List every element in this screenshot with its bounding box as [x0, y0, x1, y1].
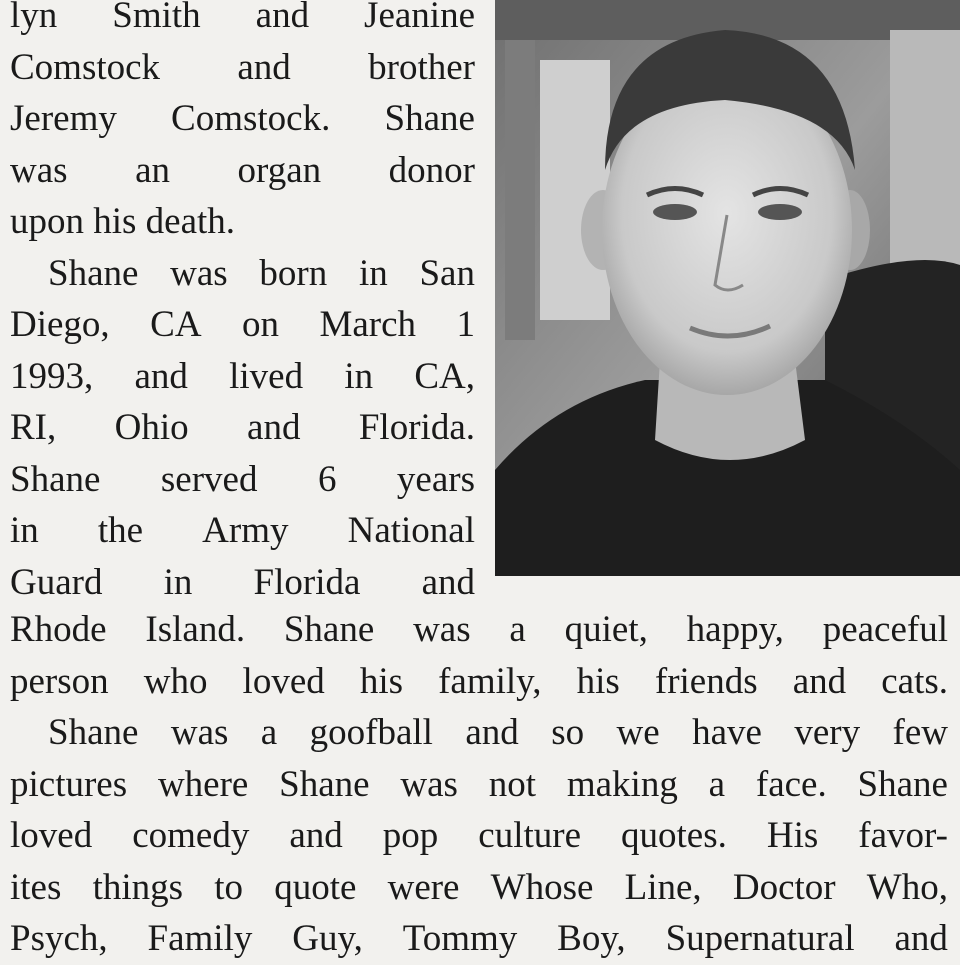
word: Shane — [48, 252, 139, 294]
obituary-text-wide — [10, 604, 948, 965]
word: and — [134, 355, 188, 397]
word: quotes. — [621, 815, 727, 856]
word: National — [347, 510, 475, 551]
word: San — [419, 252, 475, 294]
word: Family — [147, 918, 253, 959]
word: Shane — [857, 763, 948, 805]
word: where — [157, 763, 249, 805]
word: person — [10, 660, 109, 702]
word: quiet, — [564, 609, 648, 650]
word: Diego, — [10, 304, 110, 345]
word: Shane — [283, 609, 375, 650]
text-line — [10, 351, 475, 403]
word: goofball — [309, 712, 433, 753]
word: his — [576, 660, 620, 702]
word: in — [358, 252, 388, 294]
word: was — [400, 763, 458, 805]
word: happy, — [686, 609, 784, 650]
text-line — [10, 604, 948, 656]
word: ites — [10, 866, 62, 908]
word: 1993, — [10, 355, 94, 397]
word: brother — [368, 46, 475, 88]
word: a — [509, 609, 526, 650]
word: was — [413, 609, 471, 650]
word: Line, — [624, 866, 702, 908]
word: not — [488, 763, 537, 805]
word: peaceful — [822, 609, 948, 650]
text-line: upon his death. — [10, 201, 236, 242]
word: Florida — [253, 561, 361, 603]
word: very — [794, 712, 861, 753]
obituary-text-column — [10, 0, 475, 608]
word: Boy, — [557, 918, 626, 959]
word: His — [766, 815, 819, 856]
word: lived — [229, 355, 304, 397]
word: who — [143, 660, 208, 702]
word: CA — [150, 304, 202, 345]
word: making — [566, 763, 678, 805]
word: a — [260, 712, 278, 753]
word: RI, — [10, 407, 57, 448]
word: lyn — [10, 0, 58, 36]
word: we — [616, 712, 660, 753]
portrait-photo-icon — [495, 0, 960, 576]
word: Rhode — [10, 609, 107, 650]
word: and — [289, 815, 343, 856]
word: Shane — [384, 98, 475, 139]
text-line — [10, 707, 948, 759]
word: CA, — [414, 355, 475, 397]
word: Ohio — [114, 407, 189, 448]
word: Comstock — [10, 46, 161, 88]
word: Tommy — [402, 918, 518, 959]
word: years — [396, 458, 475, 500]
word: and — [792, 660, 847, 702]
word: the — [97, 510, 144, 551]
text-line — [10, 759, 948, 811]
word: and — [255, 0, 310, 36]
word: his — [359, 660, 404, 702]
word: so — [551, 712, 585, 753]
word: Shane — [279, 763, 370, 805]
word: Doctor — [732, 866, 836, 908]
word: friends — [654, 660, 758, 702]
word: have — [692, 712, 762, 753]
word: 6 — [317, 458, 337, 500]
word: and — [894, 918, 948, 959]
word: were — [387, 866, 460, 908]
word: cats. — [881, 660, 948, 702]
word: Army — [202, 510, 289, 551]
text-line — [10, 248, 475, 300]
word: Florida. — [358, 407, 475, 448]
word: an — [135, 149, 171, 191]
portrait-photo — [495, 0, 960, 576]
word: pop — [382, 815, 439, 856]
word: and — [421, 561, 475, 603]
text-line — [10, 656, 948, 708]
word: Smith — [112, 0, 201, 36]
word: on — [242, 304, 279, 345]
word: donor — [388, 149, 475, 191]
text-line — [10, 299, 475, 351]
word: pictures — [10, 763, 128, 805]
word: Who, — [866, 866, 948, 908]
word: and — [237, 46, 291, 88]
word: Jeremy — [10, 98, 117, 139]
word: Jeanine — [364, 0, 475, 36]
text-line — [10, 0, 475, 42]
word: few — [892, 712, 948, 753]
word: organ — [237, 149, 322, 191]
text-line — [10, 402, 475, 454]
word: Guy, — [292, 918, 363, 959]
text-line — [10, 42, 475, 94]
word: family, — [438, 660, 542, 702]
word: March — [319, 304, 417, 345]
word: served — [160, 458, 258, 500]
text-line — [10, 505, 475, 557]
word: Island. — [145, 609, 246, 650]
word: to — [214, 866, 244, 908]
word: comedy — [132, 815, 250, 856]
word: loved — [10, 815, 93, 856]
word: favor- — [858, 815, 948, 856]
word: a — [708, 763, 726, 805]
text-line — [10, 913, 948, 965]
word: Shane — [10, 458, 101, 500]
word: Shane — [48, 712, 139, 753]
word: Comstock. — [171, 98, 331, 139]
word: in — [10, 510, 39, 551]
text-line — [10, 810, 948, 862]
word: Whose — [490, 866, 594, 908]
word: loved — [242, 660, 325, 702]
word: quote — [274, 866, 357, 908]
text-line — [10, 557, 475, 609]
word: was — [170, 712, 229, 753]
text-line — [10, 862, 948, 914]
word: was — [170, 252, 228, 294]
word: Supernatural — [665, 918, 855, 959]
word: Guard — [10, 561, 103, 603]
word: face. — [755, 763, 827, 805]
text-line — [10, 93, 475, 145]
word: in — [344, 355, 374, 397]
word: culture — [478, 815, 581, 856]
text-line — [10, 454, 475, 506]
word: born — [259, 252, 328, 294]
word: Psych, — [10, 918, 108, 959]
word: things — [92, 866, 184, 908]
word: was — [10, 149, 68, 191]
text-line — [10, 145, 475, 197]
word: and — [247, 407, 301, 448]
word: 1 — [456, 304, 475, 345]
word: in — [163, 561, 193, 603]
word: and — [465, 712, 519, 753]
